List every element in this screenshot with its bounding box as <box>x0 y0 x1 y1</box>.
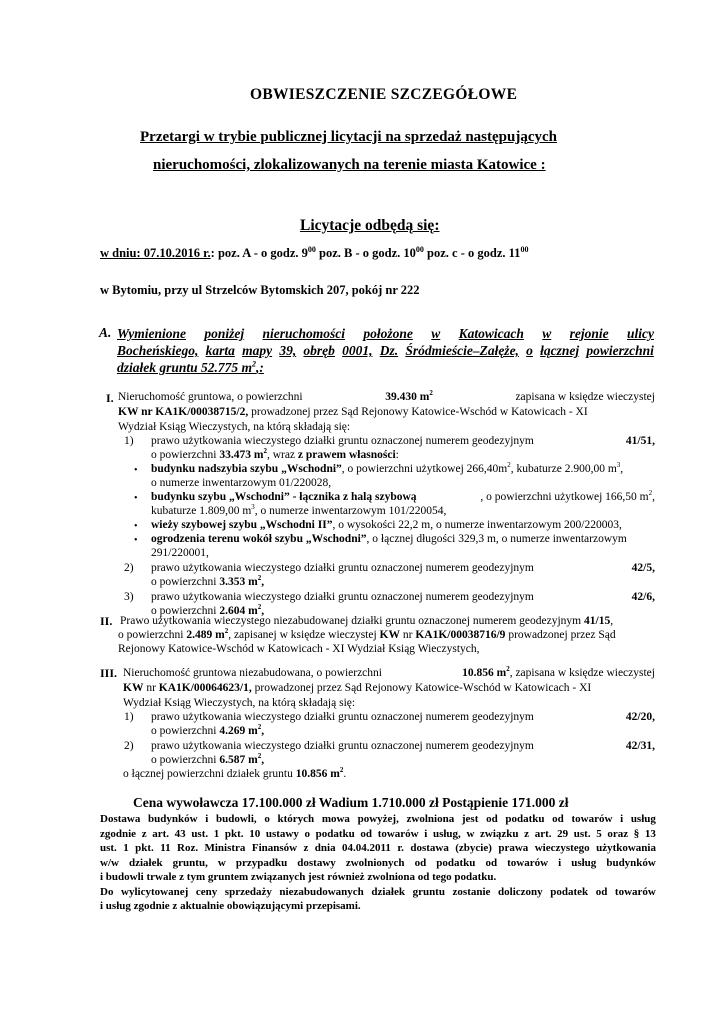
word: wylicytowanej <box>121 885 189 898</box>
word: powierzchni <box>586 343 654 358</box>
bullet-2-title: budynku szybu „Wschodni” - łącznika z halą szybową <box>151 491 417 503</box>
item-3-area: 10.856 m <box>462 667 507 679</box>
item-2-kw-number: KA1K/00038716/9 <box>415 629 506 641</box>
word: usług <box>571 856 597 869</box>
word: ceny <box>195 885 218 898</box>
item-1-point-3-text: prawo użytkowania wieczystego działki gruntu oznaczonej numerem geodezyjnym <box>151 591 534 603</box>
bullet-1-comma: , <box>620 463 624 475</box>
word: 1 <box>213 827 220 840</box>
section-a-label: A. <box>99 325 112 340</box>
bullet-2-volume: kubaturze 1.809,00 m <box>151 505 252 517</box>
word: ustawy <box>265 827 299 840</box>
word: ust. <box>191 827 209 840</box>
position-b-time: poz. B - o godz. 10 <box>315 246 416 260</box>
word: gruntu, <box>172 856 208 869</box>
word: Roz. <box>177 842 199 854</box>
word: o <box>264 813 270 825</box>
bullet-1-volume-sup: 3 <box>616 461 621 470</box>
word: § <box>633 827 640 840</box>
item-1-point-1-ownership: z prawem własności <box>297 449 396 461</box>
word: Dostawa <box>100 813 141 825</box>
vat-line-1 <box>100 812 656 827</box>
word: budowli, <box>215 813 257 825</box>
word: mowa <box>321 813 350 825</box>
word: Ministra <box>204 842 246 854</box>
item-1-line-1-c: zapisana w księdze wieczystej <box>515 391 655 403</box>
section-a-line-2 <box>117 342 654 359</box>
item-1-point-2-num: 2) <box>124 562 134 574</box>
word: towarów <box>377 827 419 840</box>
bullet-1-volume: , kubaturze 2.900,00 m <box>510 463 617 475</box>
word: karta <box>205 343 235 358</box>
word: zwolniona <box>406 813 455 825</box>
item-3-line-1-a: Nieruchomość gruntowa niezabudowana, o powierzchni <box>123 667 382 679</box>
word: gruntu <box>412 885 445 898</box>
item-3-line-1 <box>123 666 655 682</box>
item-1-kw-number: KW nr KA1K/00038715/2, <box>118 406 249 418</box>
word: ust. <box>100 842 117 854</box>
item-1-line-2 <box>118 405 588 421</box>
word: w <box>542 326 552 341</box>
item-1-numeral: I. <box>106 391 114 405</box>
item-2-kw: KW <box>379 629 400 641</box>
word: 04.04.2011 <box>342 842 391 854</box>
auction-heading: Licytacje odbędą się: <box>300 217 440 234</box>
item-1-point-1-colon: : <box>395 449 399 461</box>
bullet-2-area-sup: 2 <box>648 489 653 498</box>
page-title: OBWIESZCZENIE SZCZEGÓŁOWE <box>250 86 518 103</box>
section-a-line-3-sup: 2 <box>252 359 257 369</box>
word: podatku <box>315 827 355 840</box>
bullet-icon: • <box>134 465 138 476</box>
word: powyżej, <box>357 813 399 825</box>
item-3-point-2-num: 2) <box>124 740 134 752</box>
item-1-line-3: Wydział Ksiąg Wieczystych, na którą składają się: <box>118 421 351 433</box>
word: podatek <box>550 885 589 898</box>
item-3-area-sup: 2 <box>506 665 510 674</box>
price-line: Cena wywoławcza 17.100.000 zł Wadium 1.710.000 zł Postąpienie 171.000 zł <box>133 795 569 810</box>
word: których <box>277 813 315 825</box>
word: 0001, <box>342 343 373 358</box>
word: Śródmieście–Załęże, <box>405 343 519 358</box>
item-1-point-1-area: 33.473 m <box>219 449 264 461</box>
item-1-area-sup: 2 <box>429 389 433 398</box>
word: niezabudowanych <box>279 885 364 898</box>
word: Do <box>100 885 114 898</box>
vat-line-4 <box>100 856 656 871</box>
bullet-1-line-2: o numerze inwentarzowym 01/220028, <box>151 477 332 489</box>
word: 39, <box>279 343 297 358</box>
word: z <box>303 842 309 854</box>
item-1-court: prowadzonej przez Sąd Rejonowy Katowice-Wschód w Katowicach - XI <box>248 406 588 418</box>
word: Wymienione <box>117 326 187 341</box>
position-a-time: : poz. A - o godz. 9 <box>210 246 308 260</box>
item-3-point-2-comma: , <box>261 754 265 766</box>
item-3-point-1-comma: , <box>261 725 265 737</box>
word: wieczystego <box>534 842 590 854</box>
item-2-nr: nr <box>400 629 416 641</box>
item-3-total-area-sup: 2 <box>339 766 344 775</box>
item-1-line-1-a: Nieruchomość gruntowa, o powierzchni <box>118 391 303 403</box>
word: 1 <box>123 842 129 854</box>
item-1-point-3-area: 2.604 m <box>219 605 258 617</box>
bullet-3-details: , o wysokości 22,2 m, o numerze inwentarzowym 200/220003, <box>332 519 622 531</box>
bullet-1-title: budynku nadszybia szybu „Wschodni” <box>151 463 342 475</box>
word: 29 <box>557 827 569 840</box>
position-c-time: poz. c - o godz. 11 <box>423 246 521 260</box>
word: zwolnionych <box>345 856 405 869</box>
bullet-icon: • <box>134 521 138 532</box>
item-1-point-3-comma: , <box>261 605 265 617</box>
word: ulicy <box>626 326 654 341</box>
auction-date: w dniu: 07.10.2016 r. <box>100 246 211 260</box>
bullet-icon: • <box>134 535 138 546</box>
bullet-4-title: ogrodzenia terenu wokół szybu „Wschodni” <box>151 533 367 545</box>
item-1-point-1-parcel: 41/51, <box>625 435 655 447</box>
item-3-point-2-area: 6.587 m <box>219 754 258 766</box>
word: o <box>304 827 310 840</box>
item-3-court: prowadzonej przez Sąd Rejonowy Katowice-Wschód w Katowicach - XI <box>251 682 592 694</box>
word: ust. <box>573 827 591 840</box>
bullet-2-volume-sup: 3 <box>251 503 255 512</box>
word: budynków <box>148 813 198 825</box>
vat-line-5-text: i budowli trwale z tym gruntem związanych jest również zwolniona od tego podatku. <box>100 871 497 883</box>
item-1-point-2-area: 3.353 m <box>219 576 258 588</box>
vat-line-3 <box>100 841 656 856</box>
word: zostanie <box>452 885 491 898</box>
section-a-line-3 <box>117 359 654 376</box>
item-1-point-2-comma: , <box>261 576 265 588</box>
item-3-nr: nr <box>143 682 159 694</box>
vat-line-5 <box>100 870 656 885</box>
item-3-point-1-line-2 <box>151 724 264 740</box>
word: Bocheńskiego, <box>117 343 199 358</box>
word: działek <box>129 856 163 869</box>
vat-line-7-text: i usług zgodnie z aktualnie obowiązującymi przepisami. <box>100 900 361 912</box>
word: i <box>424 827 428 840</box>
word: sprzedaży <box>224 885 272 898</box>
bullet-1-area-sup: 2 <box>507 461 511 470</box>
word: z <box>524 827 530 840</box>
auction-place: w Bytomiu, przy ul Strzelców Bytomskich 207, pokój nr 222 <box>100 283 420 297</box>
bullet-4-line-1 <box>151 532 627 548</box>
item-1-point-3-num: 3) <box>124 591 134 603</box>
word: podatku <box>505 813 545 825</box>
item-2-area: 2.489 m <box>186 629 225 641</box>
item-2-parcel: 41/15 <box>584 615 611 627</box>
word: w <box>431 326 441 341</box>
section-a-line-1 <box>117 325 654 342</box>
item-2-numeral: II. <box>100 614 113 628</box>
item-3-kw-number: KA1K/00064623/1, <box>158 682 252 694</box>
item-3-total <box>123 767 346 783</box>
item-3-point-1-parcel: 42/20, <box>625 711 655 723</box>
word: towarów <box>507 856 549 869</box>
vat-line-7 <box>100 899 656 914</box>
item-3-point-2-area-sup: 2 <box>257 752 262 761</box>
word: usług <box>630 813 656 825</box>
item-2-area-label: o powierzchni <box>118 629 187 641</box>
position-a-minutes: 00 <box>307 244 316 254</box>
bullet-icon: • <box>134 493 138 504</box>
word: towarów <box>571 813 613 825</box>
word: położone <box>363 326 413 341</box>
word: od <box>486 813 498 825</box>
bullet-1-area: , o powierzchni użytkowej 266,40m <box>341 463 508 475</box>
word: oraz <box>607 827 629 840</box>
item-3-point-2-parcel: 42/31, <box>625 740 655 752</box>
word: dostawa <box>410 842 449 854</box>
word: użytkowania <box>596 842 656 854</box>
item-2-comma: , <box>610 615 614 627</box>
word: przypadku <box>235 856 288 869</box>
item-3-line-3: Wydział Ksiąg Wieczystych, na którą składają się: <box>123 697 356 709</box>
word: i <box>205 813 209 825</box>
word: obręb <box>303 343 335 358</box>
word: od <box>552 813 564 825</box>
word: mapy <box>242 343 273 358</box>
section-a-description <box>117 325 654 376</box>
item-3-point-1-text: prawo użytkowania wieczystego działki gruntu oznaczonej numerem geodezyjnym <box>151 711 534 723</box>
item-2-area-sup: 2 <box>224 627 229 636</box>
word: nieruchomości <box>262 326 346 341</box>
item-3-point-1-area-label: o powierzchni <box>151 725 220 737</box>
position-c-minutes: 00 <box>520 244 529 254</box>
bullet-2-area <box>480 490 655 506</box>
word: i <box>558 856 562 869</box>
item-3-point-2-area-label: o powierzchni <box>151 754 220 766</box>
item-3-line-1-c: , zapisana w księdze wieczystej <box>509 667 655 679</box>
word: działek <box>371 885 405 898</box>
item-1-point-2-parcel: 42/5, <box>631 562 655 574</box>
word: od <box>414 856 427 869</box>
word: od <box>360 827 373 840</box>
item-1-point-2-line-2 <box>151 575 264 591</box>
item-1-point-1-with: , wraz <box>266 449 298 461</box>
item-3-area-wrap <box>462 666 655 682</box>
vat-paragraph <box>100 812 656 914</box>
word: łącznej <box>540 343 580 358</box>
item-3-total-label: o łącznej powierzchni działek gruntu <box>123 768 296 780</box>
item-1-area-value: 39.430 m <box>385 391 430 403</box>
word: dnia <box>314 842 336 854</box>
word: dostawy <box>297 856 336 869</box>
word: w <box>466 827 475 840</box>
item-1-point-3-area-label: o powierzchni <box>151 605 220 617</box>
word: Katowicach <box>458 326 524 341</box>
word: rejonie <box>569 326 609 341</box>
word: 43 <box>174 827 186 840</box>
vat-line-2 <box>100 827 656 842</box>
item-1-point-1-text: prawo użytkowania wieczystego działki gruntu oznaczonej numerem geodezyjnym <box>151 435 534 447</box>
bullet-4-details: , o łącznej długości 329,3 m, o numerze inwentarzowym <box>366 533 627 545</box>
item-1-point-2-area-sup: 2 <box>257 574 262 583</box>
word: pkt. <box>224 827 244 840</box>
word: o <box>526 343 533 358</box>
word: związku <box>480 827 519 840</box>
word: art. <box>152 827 170 840</box>
bullet-2-area-text: , o powierzchni użytkowej 166,50 m <box>480 491 649 503</box>
word: i <box>620 813 624 825</box>
item-3-point-1-num: 1) <box>124 711 134 723</box>
word: z <box>141 827 147 840</box>
bullet-2-comma: , <box>652 491 655 503</box>
word: Finansów <box>251 842 298 854</box>
section-a-line-3-end: ,: <box>256 360 264 375</box>
word: towarów <box>614 885 656 898</box>
item-2-text: Prawo użytkowania wieczystego niezabudowanej działki gruntu oznaczonej numerem geodezyjnym <box>120 615 584 627</box>
item-3-point-2-text: prawo użytkowania wieczystego działki gruntu oznaczonej numerem geodezyjnym <box>151 740 534 752</box>
bullet-4-line-2: 291/220001, <box>151 547 209 559</box>
word: 11 <box>160 842 171 854</box>
vat-line-6 <box>100 885 656 900</box>
word: od <box>595 885 608 898</box>
item-1-point-1-area-label: o powierzchni <box>151 449 220 461</box>
word: 13 <box>644 827 656 840</box>
word: 10 <box>249 827 261 840</box>
word: pkt. <box>135 842 154 854</box>
item-2-court: prowadzonej przez Sąd <box>505 629 616 641</box>
subtitle-line-2: nieruchomości, zlokalizowanych na terenie miasta Katowice : <box>153 157 546 173</box>
word: art. <box>534 827 552 840</box>
item-3-numeral: III. <box>100 666 118 680</box>
item-1-point-3-area-sup: 2 <box>257 603 262 612</box>
item-2-line-3: Rejonowy Katowice-Wschód w Katowicach - XI Wydział Ksiąg Wieczystych, <box>118 643 480 655</box>
item-3-line-2 <box>123 681 591 697</box>
word: prawa <box>498 842 529 854</box>
item-1-line-1 <box>118 390 655 406</box>
item-1-point-2-area-label: o powierzchni <box>151 576 220 588</box>
word: zgodnie <box>100 827 137 840</box>
word: Dz. <box>379 343 399 358</box>
word: podatku <box>436 856 476 869</box>
item-3-point-1-area-sup: 2 <box>257 723 262 732</box>
word: usług, <box>432 827 461 840</box>
item-2-register: , zapisanej w księdze wieczystej <box>228 629 380 641</box>
word: jest <box>461 813 479 825</box>
section-a-line-3-text: działek gruntu 52.775 m <box>117 360 253 375</box>
word: 5 <box>596 827 602 840</box>
item-1-point-3-parcel: 42/6, <box>631 591 655 603</box>
item-1-point-1-num: 1) <box>124 435 134 447</box>
word: (zbycie) <box>455 842 492 854</box>
word: od <box>485 856 498 869</box>
word: w <box>217 856 226 869</box>
item-1-point-1-area-sup: 2 <box>263 447 267 456</box>
item-1-area <box>385 390 433 406</box>
item-3-point-1-area: 4.269 m <box>219 725 258 737</box>
auction-schedule <box>100 246 528 261</box>
bullet-3-title: wieży szybowej szybu „Wschodni II” <box>151 519 333 531</box>
subtitle-line-1: Przetargi w trybie publicznej licytacji na sprzedaż następujących <box>140 129 558 145</box>
word: doliczony <box>498 885 543 898</box>
position-b-minutes: 00 <box>415 244 424 254</box>
bullet-2-inventory: , o numerze inwentarzowym 101/220054, <box>254 505 447 517</box>
item-3-kw: KW <box>123 682 144 694</box>
item-3-total-period: . <box>343 768 347 780</box>
item-3-total-area: 10.856 m <box>295 768 340 780</box>
word: budynków <box>606 856 656 869</box>
item-1-point-2-text: prawo użytkowania wieczystego działki gruntu oznaczonej numerem geodezyjnym <box>151 562 534 574</box>
word: w/w <box>100 856 119 869</box>
word: poniżej <box>204 326 245 341</box>
word: r. <box>397 842 404 854</box>
